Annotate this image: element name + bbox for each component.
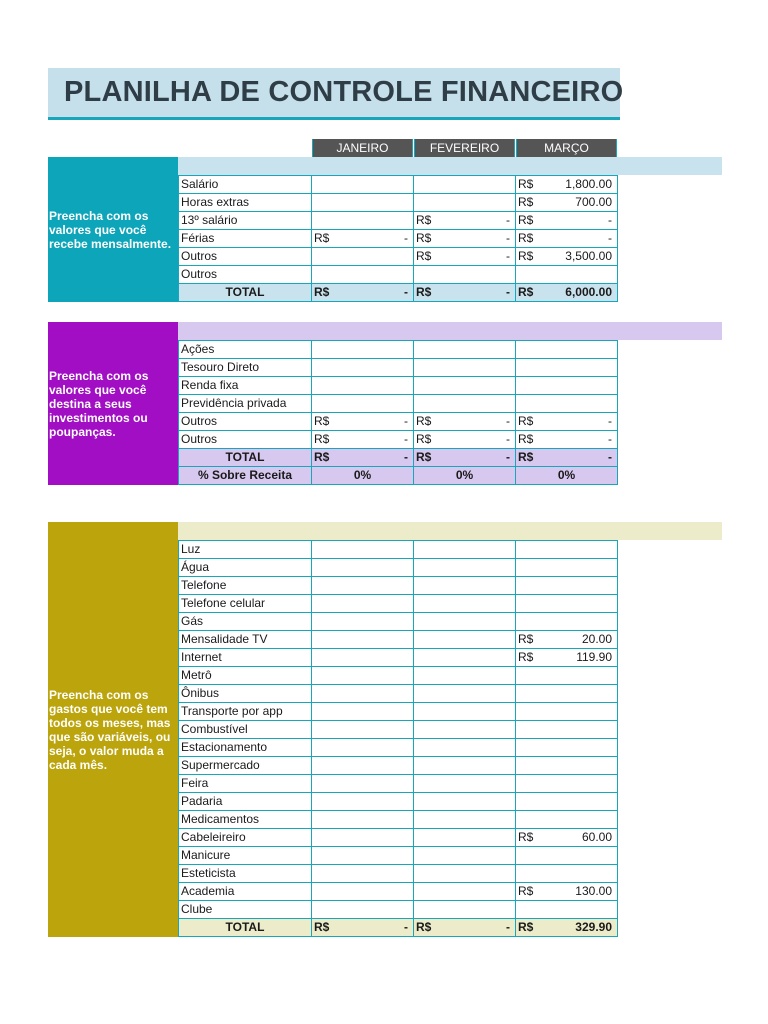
currency-symbol: R$: [518, 450, 534, 464]
investimentos-table: [178, 340, 618, 485]
total-label: TOTAL: [179, 449, 312, 467]
currency-symbol: R$: [416, 920, 432, 934]
gastos-header-band: [178, 522, 722, 540]
value-cell-mar[interactable]: [516, 829, 618, 847]
table-row: [179, 431, 618, 449]
gastos-instruction: Preencha com os gastos que você tem todos os meses, mas que são variáveis, ou seja, o valor muda a cada mês.: [48, 522, 178, 937]
table-row: [179, 395, 618, 413]
total-label: TOTAL: [179, 919, 312, 937]
amount: -: [404, 920, 408, 934]
value-cell-mar[interactable]: [516, 431, 618, 449]
currency-symbol: R$: [314, 231, 330, 245]
value-cell-fev[interactable]: [414, 194, 516, 212]
value-cell-jan[interactable]: [312, 377, 414, 395]
value-cell-fev[interactable]: [414, 541, 516, 559]
row-label: Combustível: [179, 721, 312, 739]
value-cell-jan[interactable]: [312, 176, 414, 194]
value-cell-mar[interactable]: [516, 811, 618, 829]
value-cell-mar[interactable]: [516, 359, 618, 377]
value-cell-jan[interactable]: [312, 559, 414, 577]
gastos-table: [178, 540, 618, 937]
currency-symbol: R$: [518, 830, 534, 844]
row-label: Estacionamento: [179, 739, 312, 757]
table-row: [179, 703, 618, 721]
value-cell-fev[interactable]: [414, 685, 516, 703]
table-row: [179, 757, 618, 775]
table-row: [179, 883, 618, 901]
value-cell-mar[interactable]: [516, 703, 618, 721]
value-cell-mar[interactable]: [516, 541, 618, 559]
row-label: Gás: [179, 613, 312, 631]
value-cell-jan[interactable]: [312, 613, 414, 631]
row-label: Metrô: [179, 667, 312, 685]
value-cell-jan[interactable]: [312, 811, 414, 829]
currency-symbol: R$: [518, 632, 534, 646]
row-label: Outros: [179, 413, 312, 431]
value-cell-mar[interactable]: [516, 865, 618, 883]
currency-symbol: R$: [314, 285, 330, 299]
month-header-janeiro[interactable]: JANEIRO: [312, 139, 413, 157]
row-label: Outros: [179, 266, 312, 284]
table-row: [179, 667, 618, 685]
value-cell-mar[interactable]: [516, 847, 618, 865]
currency-symbol: R$: [314, 450, 330, 464]
value-cell-fev[interactable]: [414, 649, 516, 667]
percent-label: % Sobre Receita: [179, 467, 312, 485]
amount: -: [404, 414, 408, 428]
currency-symbol: R$: [416, 249, 432, 263]
value-cell-fev[interactable]: [414, 176, 516, 194]
value-cell-mar[interactable]: [516, 341, 618, 359]
gastos-total-row: [179, 919, 618, 937]
value-cell-fev[interactable]: [414, 248, 516, 266]
value-cell-jan[interactable]: [312, 901, 414, 919]
investimentos-section: [48, 322, 722, 485]
value-cell-fev[interactable]: [414, 829, 516, 847]
row-label: Feira: [179, 775, 312, 793]
value-cell-jan[interactable]: [312, 248, 414, 266]
value-cell-mar[interactable]: [516, 212, 618, 230]
value-cell-fev[interactable]: [414, 757, 516, 775]
currency-symbol: R$: [518, 920, 534, 934]
percent-cell-mar[interactable]: 0%: [516, 467, 618, 485]
row-label: Supermercado: [179, 757, 312, 775]
value-cell-jan[interactable]: [312, 883, 414, 901]
table-row: [179, 775, 618, 793]
table-row: [179, 266, 618, 284]
value-cell-jan[interactable]: [312, 341, 414, 359]
table-row: [179, 649, 618, 667]
value-cell-mar[interactable]: [516, 377, 618, 395]
title-underline: [48, 117, 620, 120]
row-label: Academia: [179, 883, 312, 901]
value-cell-fev[interactable]: [414, 395, 516, 413]
currency-symbol: R$: [518, 414, 534, 428]
value-cell-mar[interactable]: [516, 395, 618, 413]
amount: -: [608, 231, 612, 245]
value-cell-fev[interactable]: [414, 266, 516, 284]
month-header-marco[interactable]: MARÇO: [516, 139, 617, 157]
amount: 1,800.00: [565, 177, 612, 191]
currency-symbol: R$: [416, 432, 432, 446]
currency-symbol: R$: [416, 414, 432, 428]
value-cell-mar[interactable]: [516, 793, 618, 811]
value-cell-mar[interactable]: [516, 230, 618, 248]
value-cell-jan[interactable]: [312, 739, 414, 757]
table-row: [179, 613, 618, 631]
amount: 130.00: [575, 884, 612, 898]
value-cell-jan[interactable]: [312, 829, 414, 847]
amount: -: [506, 414, 510, 428]
value-cell-fev[interactable]: [414, 595, 516, 613]
value-cell-mar[interactable]: [516, 667, 618, 685]
value-cell-fev[interactable]: [414, 341, 516, 359]
percent-cell-fev[interactable]: 0%: [414, 467, 516, 485]
table-row: [179, 739, 618, 757]
amount: -: [506, 920, 510, 934]
value-cell-fev[interactable]: [414, 449, 516, 467]
receitas-section: [48, 157, 722, 302]
row-label: Telefone celular: [179, 595, 312, 613]
row-label: Férias: [179, 230, 312, 248]
percent-cell-jan[interactable]: 0%: [312, 467, 414, 485]
value-cell-mar[interactable]: [516, 757, 618, 775]
value-cell-mar[interactable]: [516, 721, 618, 739]
row-label: Renda fixa: [179, 377, 312, 395]
table-row: [179, 577, 618, 595]
table-row: [179, 541, 618, 559]
currency-symbol: R$: [416, 285, 432, 299]
currency-symbol: R$: [518, 432, 534, 446]
table-row: [179, 248, 618, 266]
value-cell-fev[interactable]: [414, 284, 516, 302]
table-row: [179, 811, 618, 829]
table-row: [179, 829, 618, 847]
table-row: [179, 176, 618, 194]
value-cell-fev[interactable]: [414, 703, 516, 721]
value-cell-fev[interactable]: [414, 212, 516, 230]
amount: 700.00: [575, 195, 612, 209]
value-cell-jan[interactable]: [312, 847, 414, 865]
amount: -: [404, 231, 408, 245]
value-cell-mar[interactable]: [516, 577, 618, 595]
value-cell-fev[interactable]: [414, 793, 516, 811]
value-cell-fev[interactable]: [414, 811, 516, 829]
table-row: [179, 721, 618, 739]
row-label: Outros: [179, 431, 312, 449]
currency-symbol: R$: [518, 213, 534, 227]
amount: -: [608, 450, 612, 464]
amount: -: [608, 432, 612, 446]
row-label: Medicamentos: [179, 811, 312, 829]
row-label: Previdência privada: [179, 395, 312, 413]
value-cell-fev[interactable]: [414, 919, 516, 937]
row-label: Clube: [179, 901, 312, 919]
table-row: [179, 631, 618, 649]
value-cell-fev[interactable]: [414, 230, 516, 248]
value-cell-fev[interactable]: [414, 631, 516, 649]
table-row: [179, 595, 618, 613]
value-cell-mar[interactable]: [516, 595, 618, 613]
amount: -: [506, 285, 510, 299]
value-cell-mar[interactable]: [516, 649, 618, 667]
currency-symbol: R$: [518, 249, 534, 263]
value-cell-fev[interactable]: [414, 359, 516, 377]
value-cell-jan[interactable]: [312, 649, 414, 667]
amount: 60.00: [581, 830, 612, 844]
amount: -: [608, 414, 612, 428]
value-cell-jan[interactable]: [312, 359, 414, 377]
row-label: Ônibus: [179, 685, 312, 703]
value-cell-jan[interactable]: [312, 631, 414, 649]
amount: -: [404, 432, 408, 446]
value-cell-mar[interactable]: [516, 631, 618, 649]
value-cell-fev[interactable]: [414, 559, 516, 577]
row-label: Transporte por app: [179, 703, 312, 721]
value-cell-mar[interactable]: [516, 685, 618, 703]
row-label: Horas extras: [179, 194, 312, 212]
currency-symbol: R$: [416, 213, 432, 227]
amount: 3,500.00: [565, 249, 612, 263]
value-cell-fev[interactable]: [414, 721, 516, 739]
investimentos-instruction: Preencha com os valores que você destina a seus investimentos ou poupanças.: [48, 322, 178, 485]
value-cell-jan[interactable]: [312, 284, 414, 302]
row-label: Tesouro Direto: [179, 359, 312, 377]
value-cell-jan[interactable]: [312, 721, 414, 739]
table-row: [179, 230, 618, 248]
value-cell-jan[interactable]: [312, 703, 414, 721]
value-cell-fev[interactable]: [414, 413, 516, 431]
table-row: [179, 865, 618, 883]
currency-symbol: R$: [314, 920, 330, 934]
row-label: Salário: [179, 176, 312, 194]
value-cell-mar[interactable]: [516, 919, 618, 937]
currency-symbol: R$: [416, 231, 432, 245]
row-label: Manicure: [179, 847, 312, 865]
table-row: [179, 413, 618, 431]
row-label: 13º salário: [179, 212, 312, 230]
value-cell-fev[interactable]: [414, 883, 516, 901]
value-cell-fev[interactable]: [414, 901, 516, 919]
value-cell-jan[interactable]: [312, 266, 414, 284]
row-label: Telefone: [179, 577, 312, 595]
amount: -: [506, 450, 510, 464]
table-row: [179, 847, 618, 865]
value-cell-mar[interactable]: [516, 613, 618, 631]
value-cell-jan[interactable]: [312, 577, 414, 595]
value-cell-mar[interactable]: [516, 739, 618, 757]
investimentos-header-band: [178, 322, 722, 340]
row-label: Esteticista: [179, 865, 312, 883]
table-row: [179, 901, 618, 919]
amount: -: [506, 213, 510, 227]
value-cell-fev[interactable]: [414, 667, 516, 685]
amount: 6,000.00: [565, 285, 612, 299]
month-header: [312, 139, 618, 157]
currency-symbol: R$: [314, 414, 330, 428]
row-label: Internet: [179, 649, 312, 667]
table-row: [179, 194, 618, 212]
value-cell-mar[interactable]: [516, 413, 618, 431]
month-header-fevereiro[interactable]: FEVEREIRO: [414, 139, 515, 157]
row-label: Ações: [179, 341, 312, 359]
value-cell-fev[interactable]: [414, 775, 516, 793]
value-cell-mar[interactable]: [516, 284, 618, 302]
value-cell-jan[interactable]: [312, 194, 414, 212]
amount: 119.90: [576, 650, 612, 664]
value-cell-mar[interactable]: [516, 248, 618, 266]
amount: -: [506, 231, 510, 245]
value-cell-jan[interactable]: [312, 413, 414, 431]
row-label: Água: [179, 559, 312, 577]
receitas-header-band: [178, 157, 722, 175]
value-cell-jan[interactable]: [312, 793, 414, 811]
amount: -: [506, 249, 510, 263]
amount: 329.90: [575, 920, 612, 934]
row-label: Mensalidade TV: [179, 631, 312, 649]
value-cell-jan[interactable]: [312, 431, 414, 449]
value-cell-jan[interactable]: [312, 449, 414, 467]
value-cell-mar[interactable]: [516, 194, 618, 212]
amount: 20.00: [581, 632, 612, 646]
table-row: [179, 212, 618, 230]
row-label: Cabeleireiro: [179, 829, 312, 847]
currency-symbol: R$: [518, 231, 534, 245]
value-cell-jan[interactable]: [312, 757, 414, 775]
row-label: Outros: [179, 248, 312, 266]
amount: -: [608, 213, 612, 227]
value-cell-jan[interactable]: [312, 865, 414, 883]
value-cell-mar[interactable]: [516, 559, 618, 577]
value-cell-jan[interactable]: [312, 667, 414, 685]
receitas-total-row: [179, 284, 618, 302]
amount: -: [404, 285, 408, 299]
table-row: [179, 685, 618, 703]
page-title: PLANILHA DE CONTROLE FINANCEIRO: [64, 76, 624, 108]
amount: -: [404, 450, 408, 464]
value-cell-jan[interactable]: [312, 212, 414, 230]
receitas-table: [178, 175, 618, 302]
currency-symbol: R$: [518, 650, 534, 664]
currency-symbol: R$: [518, 195, 534, 209]
row-label: Padaria: [179, 793, 312, 811]
currency-symbol: R$: [314, 432, 330, 446]
table-row: [179, 793, 618, 811]
value-cell-mar[interactable]: [516, 883, 618, 901]
value-cell-jan[interactable]: [312, 775, 414, 793]
value-cell-fev[interactable]: [414, 577, 516, 595]
row-label: Luz: [179, 541, 312, 559]
receitas-instruction: Preencha com os valores que você recebe mensalmente.: [48, 157, 178, 302]
value-cell-fev[interactable]: [414, 739, 516, 757]
gastos-section: [48, 522, 722, 937]
currency-symbol: R$: [416, 450, 432, 464]
table-row: [179, 377, 618, 395]
value-cell-mar[interactable]: [516, 449, 618, 467]
currency-symbol: R$: [518, 285, 534, 299]
value-cell-mar[interactable]: [516, 775, 618, 793]
value-cell-jan[interactable]: [312, 230, 414, 248]
value-cell-jan[interactable]: [312, 541, 414, 559]
value-cell-jan[interactable]: [312, 919, 414, 937]
value-cell-mar[interactable]: [516, 266, 618, 284]
value-cell-fev[interactable]: [414, 865, 516, 883]
value-cell-jan[interactable]: [312, 685, 414, 703]
value-cell-fev[interactable]: [414, 431, 516, 449]
amount: -: [506, 432, 510, 446]
value-cell-jan[interactable]: [312, 595, 414, 613]
value-cell-fev[interactable]: [414, 613, 516, 631]
total-label: TOTAL: [179, 284, 312, 302]
value-cell-fev[interactable]: [414, 847, 516, 865]
table-row: [179, 559, 618, 577]
investimentos-percent-row: [179, 467, 618, 485]
investimentos-total-row: [179, 449, 618, 467]
table-row: [179, 359, 618, 377]
currency-symbol: R$: [518, 177, 534, 191]
value-cell-mar[interactable]: [516, 176, 618, 194]
currency-symbol: R$: [518, 884, 534, 898]
value-cell-fev[interactable]: [414, 377, 516, 395]
value-cell-jan[interactable]: [312, 395, 414, 413]
value-cell-mar[interactable]: [516, 901, 618, 919]
table-row: [179, 341, 618, 359]
